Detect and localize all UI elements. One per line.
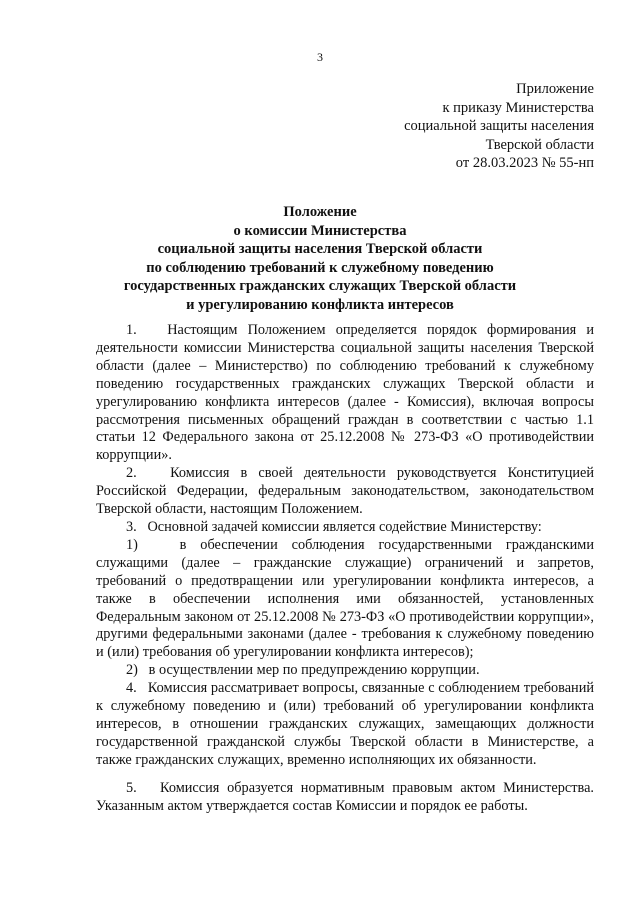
- appendix-line: к приказу Министерства: [442, 99, 594, 116]
- paragraph-4: 4. Комиссия рассматривает вопросы, связанные с соблюдением требований к служебному поведению и (или) требований об урегулировании конфликта интересов, в отношении гражданских служащих, замещающих должности государственной гражданской службы Тверской области в Министерстве, а также гражданских служащих, временно исполняющих их обязанности.: [96, 680, 594, 768]
- document-title: [0, 203, 640, 315]
- page-number: 3: [317, 50, 323, 64]
- paragraph-1: 1. Настоящим Положением определяется порядок формирования и деятельности комиссии Министерства социальной защиты населения Тверской области (далее – Министерство) по соблюдению требований к служебному поведению государственных гражданских служащих Тверской области и урегулированию конфликта интересов (далее - Комиссия), включая вопросы рассмотрения письменных обращений граждан в соответствии с частью 1.1 статьи 12 Федерального закона от 25.12.2008 № 273-ФЗ «О противодействии коррупции».: [96, 322, 594, 464]
- paragraph-3: 3. Основной задачей комиссии является содействие Министерству:: [126, 518, 542, 535]
- title-line: Положение: [283, 204, 357, 220]
- paragraph-3-item-2: 2) в осуществлении мер по предупреждению коррупции.: [126, 662, 480, 679]
- title-line: и урегулированию конфликта интересов: [186, 296, 454, 313]
- title-line: по соблюдению требований к служебному поведению: [146, 259, 494, 276]
- paragraph-3-item-1: 1) в обеспечении соблюдения государственными гражданскими служащими (далее – гражданские служащие) ограничений и запретов, требований о предотвращении или урегулировании конфликта интересов, а также в обеспечении исполнения ими обязанностей, установленных Федеральным законом от 25.12.2008 № 273-ФЗ «О противодействии коррупции», другими федеральными законами (далее - требования к служебному поведению и (или) требования об урегулировании конфликта интересов);: [96, 536, 594, 661]
- title-line: о комиссии Министерства: [233, 222, 407, 239]
- appendix-line: от 28.03.2023 № 55-нп: [455, 155, 594, 171]
- paragraph-5: 5. Комиссия образуется нормативным правовым актом Министерства. Указанным актом утверждается состав Комиссии и порядок ее работы.: [96, 779, 594, 814]
- appendix-line: социальной защиты населения: [404, 118, 594, 134]
- title-line: государственных гражданских служащих Тверской области: [123, 278, 517, 295]
- appendix-block: [404, 80, 594, 173]
- title-line: социальной защиты населения Тверской области: [157, 241, 483, 258]
- paragraph-2: 2. Комиссия в своей деятельности руководствуется Конституцией Российской Федерации, федеральным законодательством, законодательством Тверской области, настоящим Положением.: [96, 465, 594, 518]
- document-body: [96, 322, 594, 815]
- appendix-line: Приложение: [516, 81, 594, 97]
- appendix-line: Тверской области: [485, 136, 594, 153]
